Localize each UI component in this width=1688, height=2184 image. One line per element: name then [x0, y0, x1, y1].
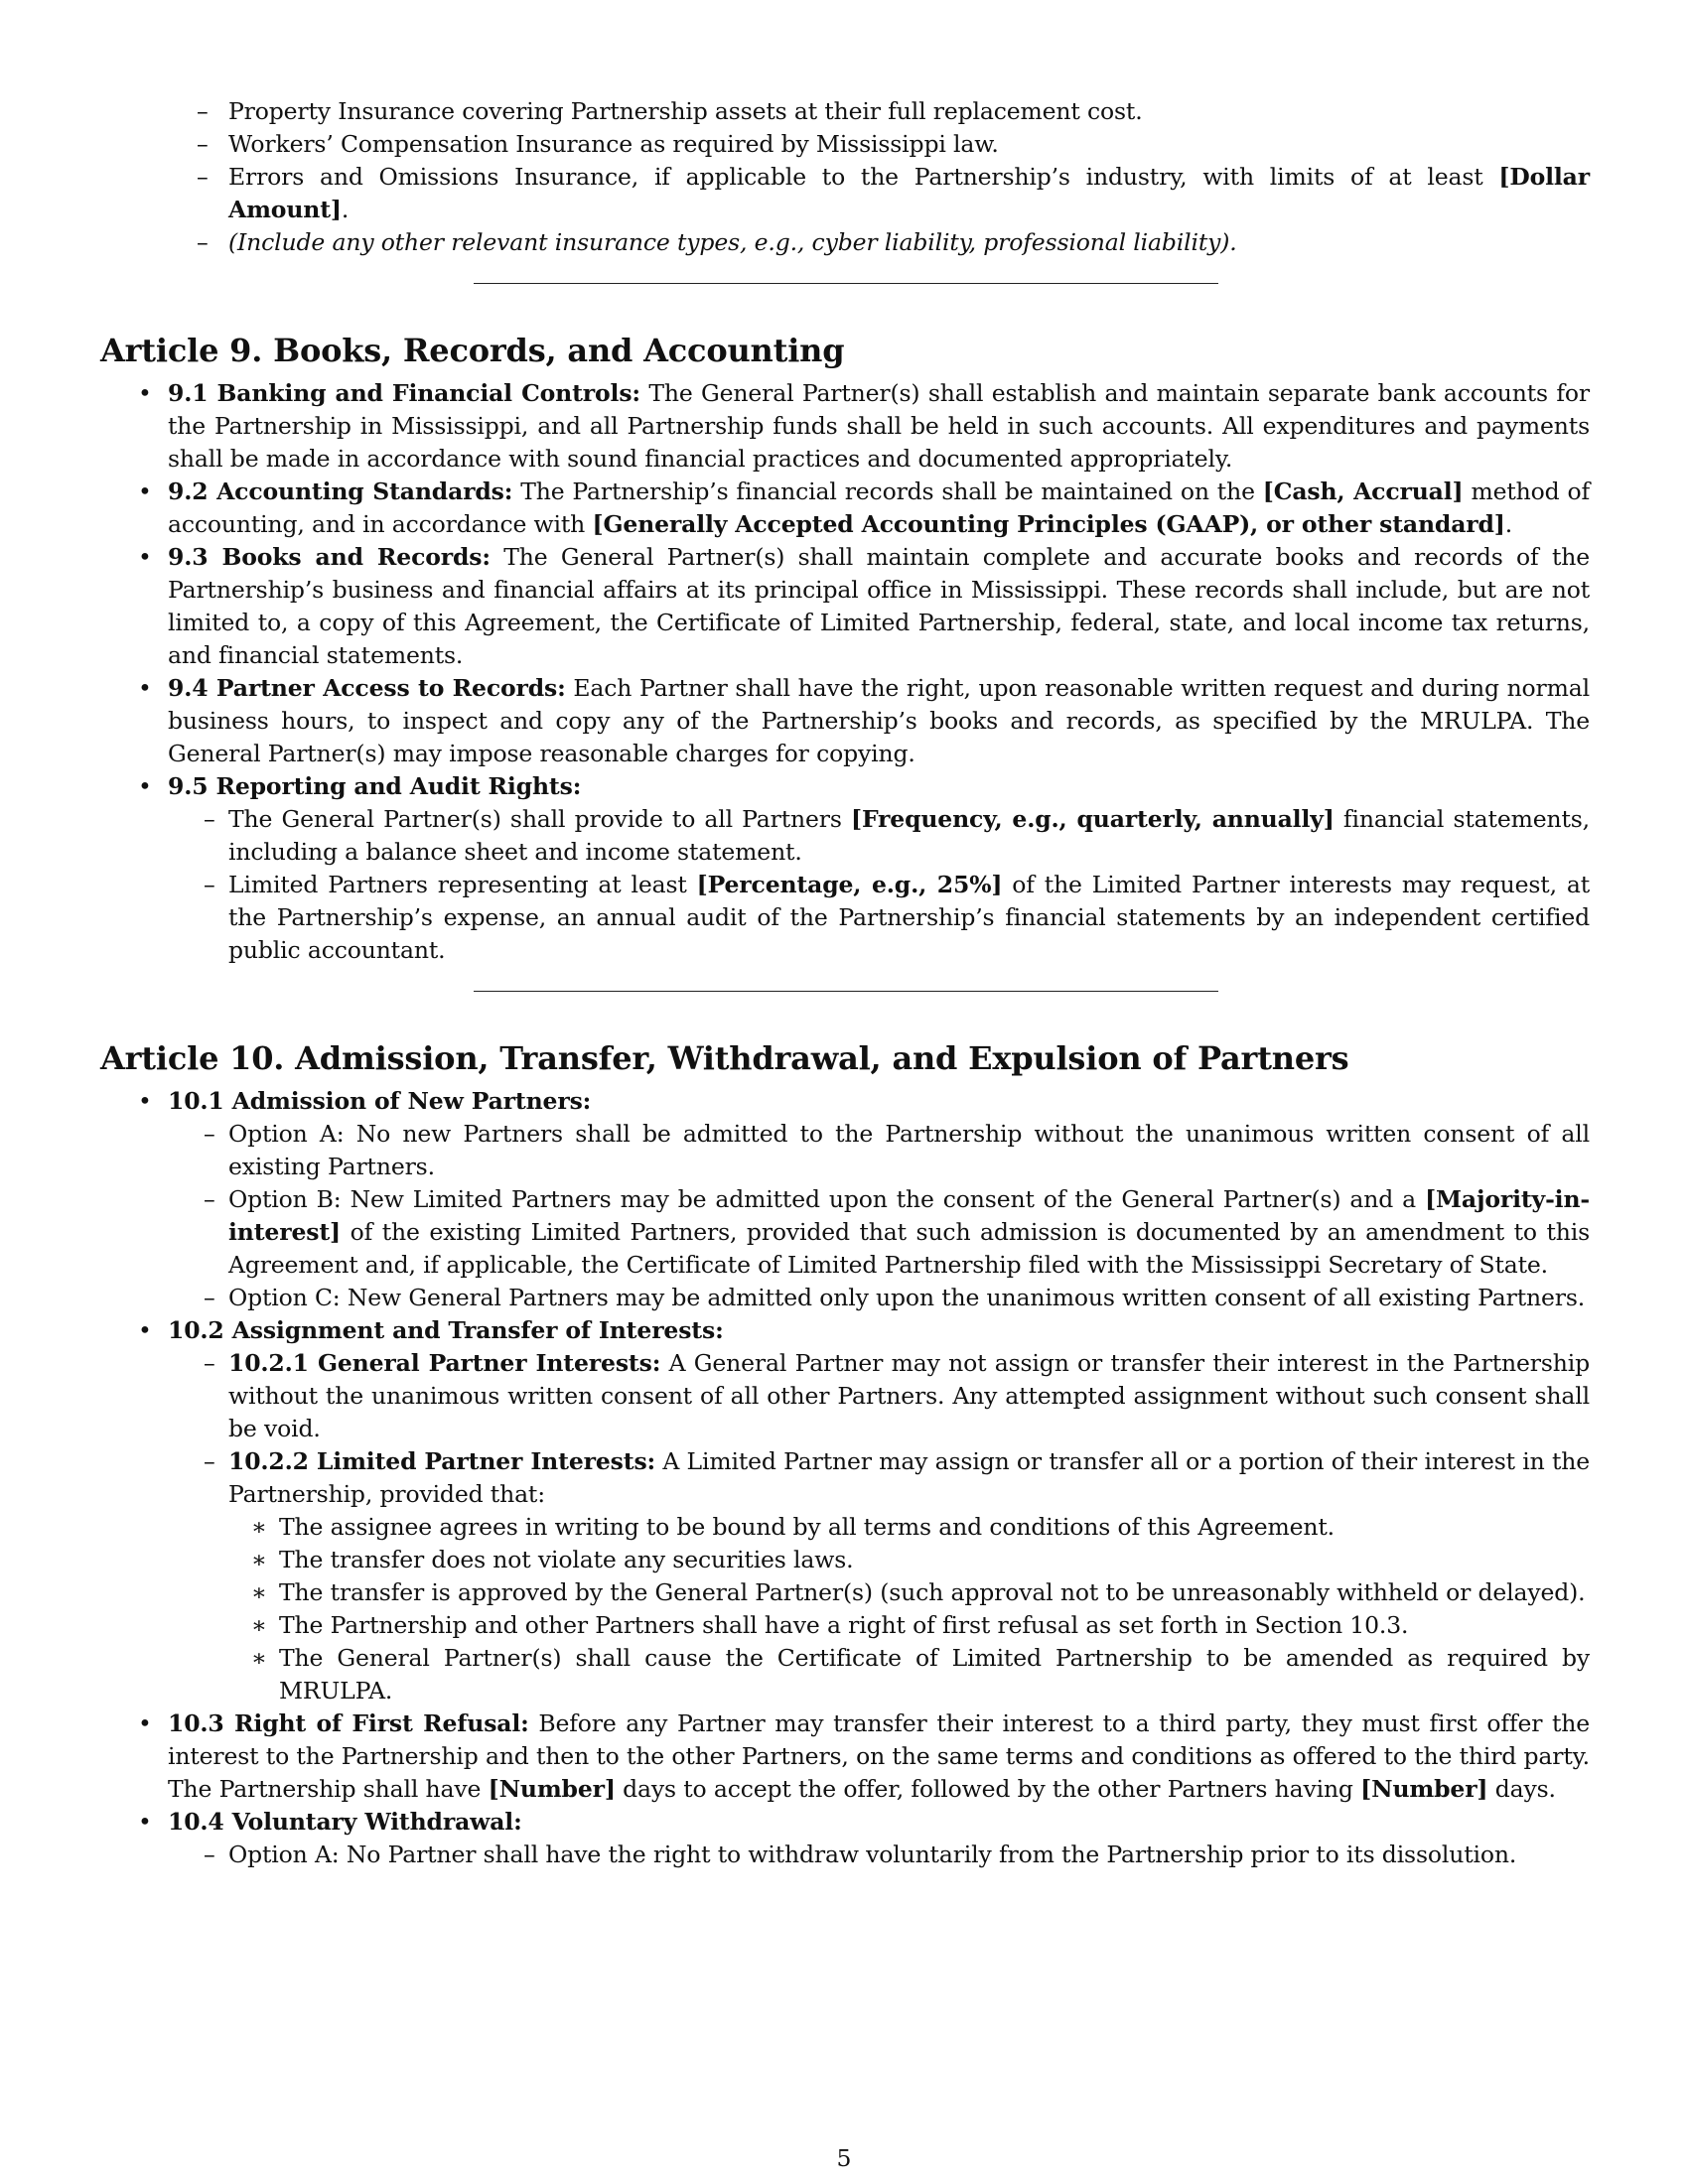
section-9-2: • 9.2 Accounting Standards: The Partnership’s financial records shall be maintained on the [Cash, Accrual] method of accounting, and in accordance with [Generally Accepted Accounting Principles (GAAP), or other standard]. [100, 476, 1590, 541]
list-item: ∗ The assignee agrees in writing to be bound by all terms and conditions of this Agreement. [228, 1511, 1590, 1544]
list-item: – Errors and Omissions Insurance, if applicable to the Partnership’s industry, with limits of at least [Dollar Amount]. [100, 161, 1590, 226]
list-item: – Property Insurance covering Partnership assets at their full replacement cost. [100, 95, 1590, 128]
list-item: – Option C: New General Partners may be admitted only upon the unanimous written consent of all existing Partners. [168, 1282, 1590, 1314]
article-10-list [100, 1085, 1590, 1871]
list-item: – Option A: No Partner shall have the right to withdraw voluntarily from the Partnership prior to its dissolution. [168, 1839, 1590, 1871]
list-item: – 10.2.1 General Partner Interests: A General Partner may not assign or transfer their interest in the Partnership without the unanimous written consent of all other Partners. Any attempted assignment without such consent shall be void. [168, 1347, 1590, 1445]
article-9-heading: Article 9. Books, Records, and Accounting [100, 332, 845, 369]
transfer-conditions [228, 1511, 1590, 1707]
list-item: ∗ The General Partner(s) shall cause the Certificate of Limited Partnership to be amended as required by MRULPA. [228, 1642, 1590, 1707]
section-divider [474, 283, 1218, 284]
page-number: 5 [836, 2144, 852, 2172]
reporting-list [168, 803, 1590, 967]
list-item: ∗ The Partnership and other Partners shall have a right of first refusal as set forth in Section 10.3. [228, 1609, 1590, 1642]
admission-options [168, 1118, 1590, 1314]
document-page [100, 95, 1590, 1871]
list-item: – The General Partner(s) shall provide to all Partners [Frequency, e.g., quarterly, annually] financial statements, including a balance sheet and income statement. [168, 803, 1590, 869]
withdrawal-options [168, 1839, 1590, 1871]
list-item: ∗ The transfer does not violate any securities laws. [228, 1544, 1590, 1576]
section-10-1: • 10.1 Admission of New Partners: – Option A: No new Partners shall be admitted to the Partnership without the unanimous written consent of all existing Partners. – Option B: New Limited Partners may be admitted upon the consent of the General Partner(s) and a [Majority-in-interest] of the existing Limited Partners, provided that such admission is documented by an amendment to this Agreement and, if applicable, the Certificate of Limited Partnership filed with the Mississippi Secretary of State. – Option C: New General Partners may be admitted only upon the unanimous written consent of all existing Partners. [100, 1085, 1590, 1314]
transfer-list [168, 1347, 1590, 1707]
section-divider [474, 991, 1218, 992]
list-item: – 10.2.2 Limited Partner Interests: A Limited Partner may assign or transfer all or a portion of their interest in the Partnership, provided that: ∗ The assignee agrees in writing to be bound by all terms and conditions of this Agreement. ∗ The transfer does not violate any securities laws. ∗ The transfer is approved by the General Partner(s) (such approval not to be unreasonably withheld or delayed). ∗ The Partnership and other Partners shall have a right of first refusal as set forth in Section 10.3. ∗ The General Partner(s) shall cause the Certificate of Limited Partnership to be amended as required by MRULPA. [168, 1445, 1590, 1707]
list-item: ∗ The transfer is approved by the General Partner(s) (such approval not to be unreasonably withheld or delayed). [228, 1576, 1590, 1609]
article-10-heading: Article 10. Admission, Transfer, Withdrawal, and Expulsion of Partners [100, 1039, 1349, 1077]
list-item: – Option A: No new Partners shall be admitted to the Partnership without the unanimous written consent of all existing Partners. [168, 1118, 1590, 1183]
insurance-list [100, 95, 1590, 259]
section-9-5: • 9.5 Reporting and Audit Rights: – The General Partner(s) shall provide to all Partners [Frequency, e.g., quarterly, annually] financial statements, including a balance sheet and income statement. – Limited Partners representing at least [Percentage, e.g., 25%] of the Limited Partner interests may request, at the Partnership’s expense, an annual audit of the Partnership’s financial statements by an independent certified public accountant. [100, 770, 1590, 967]
article-9-list [100, 377, 1590, 967]
section-9-1: • 9.1 Banking and Financial Controls: The General Partner(s) shall establish and maintain separate bank accounts for the Partnership in Mississippi, and all Partnership funds shall be held in such accounts. All expenditures and payments shall be made in accordance with sound financial practices and documented appropriately. [100, 377, 1590, 476]
section-9-4: • 9.4 Partner Access to Records: Each Partner shall have the right, upon reasonable written request and during normal business hours, to inspect and copy any of the Partnership’s books and records, as specified by the MRULPA. The General Partner(s) may impose reasonable charges for copying. [100, 672, 1590, 770]
section-9-3: • 9.3 Books and Records: The General Partner(s) shall maintain complete and accurate books and records of the Partnership’s business and financial affairs at its principal office in Mississippi. These records shall include, but are not limited to, a copy of this Agreement, the Certificate of Limited Partnership, federal, state, and local income tax returns, and financial statements. [100, 541, 1590, 672]
list-item: – (Include any other relevant insurance types, e.g., cyber liability, professional liability). [100, 226, 1590, 259]
section-10-3: • 10.3 Right of First Refusal: Before any Partner may transfer their interest to a third party, they must first offer the interest to the Partnership and then to the other Partners, on the same terms and conditions as offered to the third party. The Partnership shall have [Number] days to accept the offer, followed by the other Partners having [Number] days. [100, 1707, 1590, 1806]
list-item: – Limited Partners representing at least [Percentage, e.g., 25%] of the Limited Partner interests may request, at the Partnership’s expense, an annual audit of the Partnership’s financial statements by an independent certified public accountant. [168, 869, 1590, 967]
section-10-2: • 10.2 Assignment and Transfer of Interests: – 10.2.1 General Partner Interests: A General Partner may not assign or transfer their interest in the Partnership without the unanimous written consent of all other Partners. Any attempted assignment without such consent shall be void. – 10.2.2 Limited Partner Interests: A Limited Partner may assign or transfer all or a portion of their interest in the Partnership, provided that: ∗ The assignee agrees in writing to be bound by all terms and conditions of this Agreement. ∗ The transfer does not violate any securities laws. ∗ The transfer is approved by the General Partner(s) (such approval not to be unreasonably withheld or delayed). ∗ The Partnership and other Partners shall have a right of first refusal as set forth in Section 10.3. ∗ The General Partner(s) shall cause the Certificate of Limited Partnership to be amended as required by MRULPA. [100, 1314, 1590, 1707]
list-item: – Workers’ Compensation Insurance as required by Mississippi law. [100, 128, 1590, 161]
list-item: – Option B: New Limited Partners may be admitted upon the consent of the General Partner(s) and a [Majority-in-interest] of the existing Limited Partners, provided that such admission is documented by an amendment to this Agreement and, if applicable, the Certificate of Limited Partnership filed with the Mississippi Secretary of State. [168, 1183, 1590, 1282]
section-10-4: • 10.4 Voluntary Withdrawal: – Option A: No Partner shall have the right to withdraw voluntarily from the Partnership prior to its dissolution. [100, 1806, 1590, 1871]
